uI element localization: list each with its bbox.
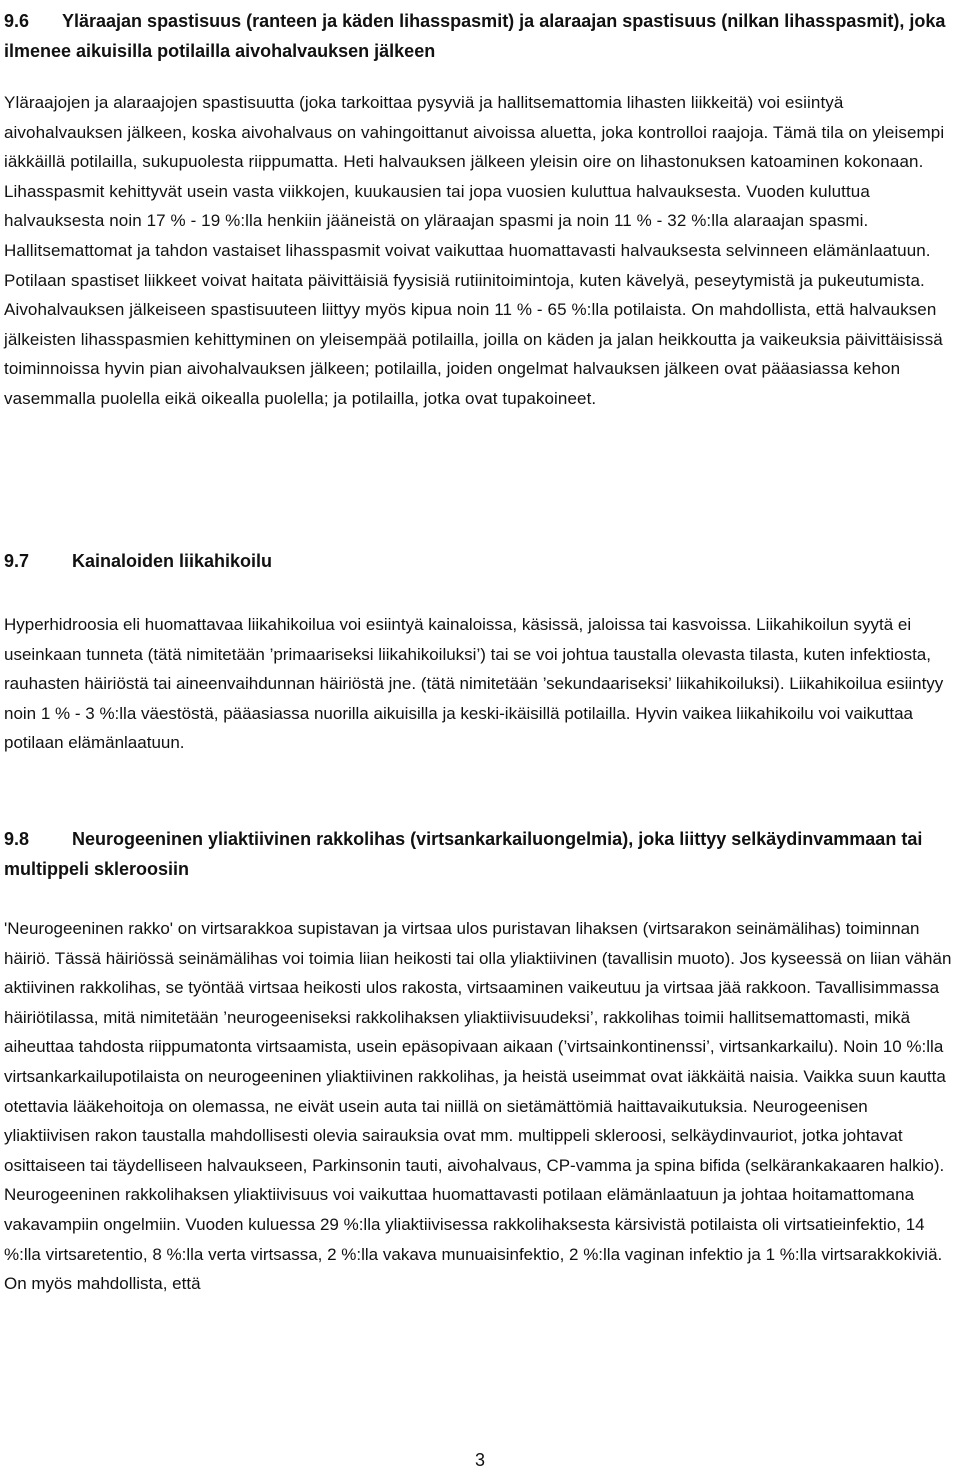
section-9-6-heading: [4, 6, 956, 66]
paragraph-part-2: Tämä tila on yleisempi iäkkäillä potilailla, sukupuolesta riippumatta. Heti halvauksen jälkeen yleisin oire on lihastonuksen katoaminen kokonaan. Lihasspasmit kehittyvät usein vasta viikkojen, kuukausien tai jopa vuosien kuluttua halvauksesta. Vuoden kuluttua halvauksesta noin 17 % - 19 %:lla henkiin jääneistä on yläraajan spasmi ja noin 11 % - 32 %:lla alaraajan spasmi. Hallitsemattomat ja tahdon vastaiset lihasspasmit voivat vaikuttaa huomattavasti halvauksesta selvinneen elämänlaatuun. Potilaan spastiset liikkeet voivat haitata päivittäisiä fyysisiä rutiinitoimintoja, kuten kävelyä, peseytymistä ja pukeutumista. Aivohalvauksen jälkeiseen spastisuuteen liittyy myös kipua noin 11 % - 65 %:lla potilaista. On mahdollista, että halvauksen jälkeisten lihasspasmien kehittyminen on yleisempää potilailla, joilla on käden ja jalan heikkoutta ja vaikeuksia päivittäisissä toiminnoissa hyvin pian aivohalvauksen jälkeen; potilailla, joiden ongelmat halvauksen jälkeen ovat pääasiassa kehon vasemmalla puolella eikä oikealla puolella; ja potilailla, jotka ovat tupakoineet.: [4, 122, 945, 408]
section-9-7-paragraph: Hyperhidroosia eli huomattavaa liikahikoilua voi esiintyä kainaloissa, käsissä, jaloissa tai kasvoissa. Liikahikoilun syytä ei useinkaan tunneta (tätä nimitetään ’primaariseksi liikahikoiluksi’) tai se voi johtua taustalla olevasta tilasta, kuten infektiosta, rauhasten häiriöstä tai aineenvaihdunnan häiriöstä jne. (tätä nimitetään ’sekundaariseksi’ liikahikoiluksi). Liikahikoilua esiintyy noin 1 % - 3 %:lla väestöstä, pääasiassa nuorilla aikuisilla ja keski-ikäisillä potilailla. Hyvin vaikea liikahikoilu voi vaikuttaa potilaan elämänlaatuun.: [4, 615, 944, 753]
section-number: 9.8: [4, 829, 30, 849]
section-title: Kainaloiden liikahikoilu: [72, 551, 273, 571]
section-title: Yläraajan spastisuus (ranteen ja käden lihasspasmit) ja alaraajan spastisuus (nilkan lihasspasmit), joka ilmenee aikuisilla potilailla aivohalvauksen jälkeen: [4, 11, 946, 61]
section-number: 9.6: [4, 11, 30, 31]
section-9-8-paragraph: 'Neurogeeninen rakko' on virtsarakkoa supistavan ja virtsaa ulos puristavan lihaksen (virtsarakon seinämälihas) toiminnan häiriö. Tässä häiriössä seinämälihas voi toimia liian heikosti tai olla yliaktiivinen (tavallisin muoto). Jos kyseessä on liian vähän aktiivinen rakkolihas, se työntää virtsaa heikosti ulos rakosta, virtsaaminen vaikeutuu ja virtsaa jää rakkoon. Tavallisimmassa häiriötilassa, mitä nimitetään ’neurogeeniseksi rakkolihaksen yliaktiivisuudeksi’, rakkolihas toimii hallitsemattomasti, mikä aiheuttaa tahdosta riippumatonta virtsaamista, usein epäsopivaan aikaan (’virtsainkontinenssi’, virtsankarkailu). Noin 10 %:lla virtsankarkailupotilaista on neurogeeninen yliaktiivinen rakkolihas, ja heistä useimmat ovat iäkkäitä naisia. Vaikka suun kautta otettavia lääkehoitoja on olemassa, ne eivät usein auta tai niillä on sietämättömiä haittavaikutuksia. Neurogeenisen yliaktiivisen rakon taustalla mahdollisesti olevia sairauksia ovat mm. multippeli skleroosi, selkäydinvauriot, jotka johtavat osittaiseen tai täydelliseen halvaukseen, Parkinsonin tauti, aivohalvaus, CP-vamma ja spina bifida (selkärankakaaren halkio). Neurogeeninen rakkolihaksen yliaktiivisuus voi vaikuttaa huomattavasti potilaan elämänlaatuun ja johtaa hoitamattomana vakavampiin ongelmiin. Vuoden kuluessa 29 %:lla yliaktiivisessa rakkolihaksesta kärsivistä potilaista oli virtsatieinfektio, 14 %:lla virtsaretentio, 8 %:lla verta virtsassa, 2 %:lla vakava munuaisinfektio, 2 %:lla vaginan infektio ja 1 %:lla virtsarakkokiviä. On myös mahdollista, että: [4, 919, 952, 1294]
section-9-7-heading: [4, 546, 272, 576]
section-number: 9.7: [4, 551, 30, 571]
section-9-6-paragraph: [4, 88, 956, 414]
section-9-8-heading: [4, 824, 956, 884]
section-title: Neurogeeninen yliaktiivinen rakkolihas (virtsankarkailuongelmia), joka liittyy selkäydinvammaan tai multippeli skleroosiin: [4, 829, 923, 879]
page-number: 3: [474, 1450, 485, 1470]
paragraph-part-1: Yläraajojen ja alaraajojen spastisuutta (joka tarkoittaa pysyviä ja hallitsemattomia lihasten liikkeitä) voi esiintyä aivohalvauksen jälkeen, koska aivohalvaus on vahingoittanut aivoissa aluetta, joka kontrolloi raajoja.: [4, 93, 844, 142]
